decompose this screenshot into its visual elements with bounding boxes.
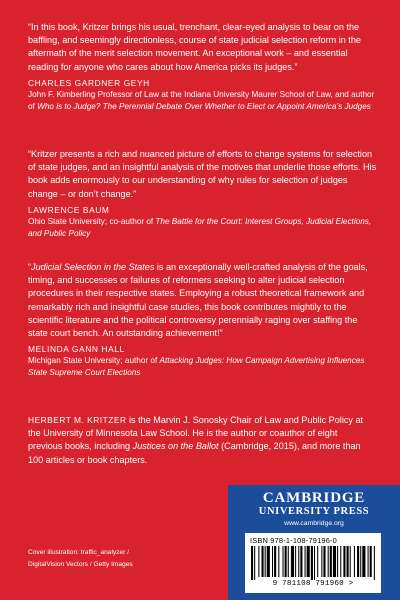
publisher-name: CAMBRIDGE (262, 490, 366, 506)
affiliation-text: John F. Kimberling Professor of Law at the Indiana University Maurer School of Law, and author of (28, 89, 375, 111)
bio-text-end: (Cambridge, 2015), and more than 100 articles or book chapters. (28, 441, 361, 465)
endorsement-quote: “Kritzer presents a rich and nuanced picture of efforts to change systems for selection of state judges, and an insightful analysis of the motives that underlie those efforts. His book adds enormously to our understanding of why rules for selection of judges change – or don’t change.” (28, 149, 377, 199)
barcode-bar (323, 546, 325, 577)
barcode-bar (350, 546, 351, 577)
barcode-bar (291, 546, 294, 577)
barcode-bar (314, 546, 315, 580)
barcode-bars (251, 546, 375, 580)
barcode-number: 9 781108 791960 > (272, 580, 354, 588)
barcode-bar (288, 546, 289, 577)
affiliation-book-title: Attacking Judges: How Campaign Advertising Influences State Supreme Court Elections (28, 356, 365, 378)
barcode-bar (357, 546, 359, 577)
isbn-label: ISBN 978-1-108-79196-0 (250, 536, 337, 545)
endorsement-author: LAWRENCE BAUM (28, 204, 110, 215)
endorsement-quote (28, 261, 378, 340)
endorsement-author: CHARLES GARDNER GEYH (28, 77, 150, 88)
barcode-bar (300, 546, 302, 577)
barcode-bar (285, 546, 287, 577)
barcode-bar (267, 546, 270, 577)
publisher-url: www.cambridge.org (284, 520, 344, 527)
publisher-panel (228, 485, 400, 600)
barcode-bar (274, 546, 276, 577)
affiliation-text: Ohio State University; co-author of (28, 216, 156, 226)
barcode-bar (343, 546, 345, 577)
quote-body: is an exceptionally well-crafted analysis of the goals, timing, and successes or failures of reformers seeking to alter judicial selection procedures in their respective states. Employing a robust theoretical framework and remarkably rich and insightful case studies, this book contributes mightily to the scientific literature and the political controversy perennially raging over staffing the state court bench. An outstanding achievement!” (28, 262, 368, 339)
barcode-bar (337, 546, 338, 577)
affiliation-text: Michigan State University; author of (28, 356, 160, 366)
barcode-bar (354, 546, 355, 577)
barcode-bar (368, 546, 369, 577)
barcode-bar (321, 546, 322, 577)
endorsement-quote: “In this book, Kritzer brings his usual, trenchant, clear-eyed analysis to bear on the baffling, and seemingly directionless, course of state judicial selection reform in the aftermath of the merit selection movement. An exceptional work – and essential reading for anyone who cares about how America picks its judges.” (28, 22, 361, 72)
barcode-bar (258, 546, 259, 577)
barcode-bar (340, 546, 341, 577)
barcode-bar (347, 546, 349, 577)
barcode-bar (360, 546, 361, 577)
affiliation-book-title: Who is to Judge? The Perennial Debate Over Whether to Elect or Appoint America’s Judges (37, 101, 371, 111)
barcode-bar (328, 546, 329, 577)
barcode-bar (362, 546, 365, 577)
barcode-bar (295, 546, 296, 577)
barcode-bar (283, 546, 284, 577)
cover-credit (28, 547, 198, 571)
endorsement-affiliation (28, 89, 378, 113)
barcode-bar (330, 546, 332, 577)
endorsement-author: MELINDA GANN HALL (28, 344, 125, 355)
barcode-bar (265, 546, 266, 577)
author-bio (28, 414, 373, 467)
barcode-bar (317, 546, 318, 577)
barcode-bar (251, 546, 253, 580)
barcode-bar (374, 546, 375, 580)
endorsement-affiliation (28, 355, 378, 379)
affiliation-book-title: The Battle for the Court: Interest Groups, Judicial Elections, and Public Policy (28, 216, 372, 238)
bio-book-title: Justices on the Ballot (132, 441, 219, 452)
barcode-bar (305, 546, 306, 577)
bio-text: is the Marvin J. Sonosky Chair of Law and Public Policy at the University of Minnesota Law School. He is the author or coauthor of eight previous books, including (28, 415, 364, 452)
barcode-bar (298, 546, 299, 577)
barcode (245, 533, 381, 593)
credit-line-2: DigitalVision Vectors / Getty Images (28, 561, 133, 568)
barcode-bar (333, 546, 336, 577)
barcode-bar (370, 546, 372, 577)
endorsement-affiliation (28, 216, 378, 240)
barcode-bar (262, 546, 264, 577)
barcode-bar (254, 546, 255, 580)
barcode-bar (278, 546, 279, 577)
author-name: HERBERT M. KRITZER (28, 415, 127, 425)
endorsement-2 (28, 148, 378, 239)
quote-book-title: Judicial Selection in the States (31, 262, 155, 272)
credit-line-1: Cover illustration: traffic_analyzer / (28, 549, 130, 556)
endorsement-1 (28, 21, 378, 112)
barcode-bar (311, 546, 313, 580)
publisher-subtitle: UNIVERSITY PRESS (258, 506, 370, 517)
barcode-bar (272, 546, 273, 577)
endorsement-3 (28, 261, 378, 379)
barcode-bar (307, 546, 310, 577)
quote-open-mark: “ (28, 262, 32, 272)
